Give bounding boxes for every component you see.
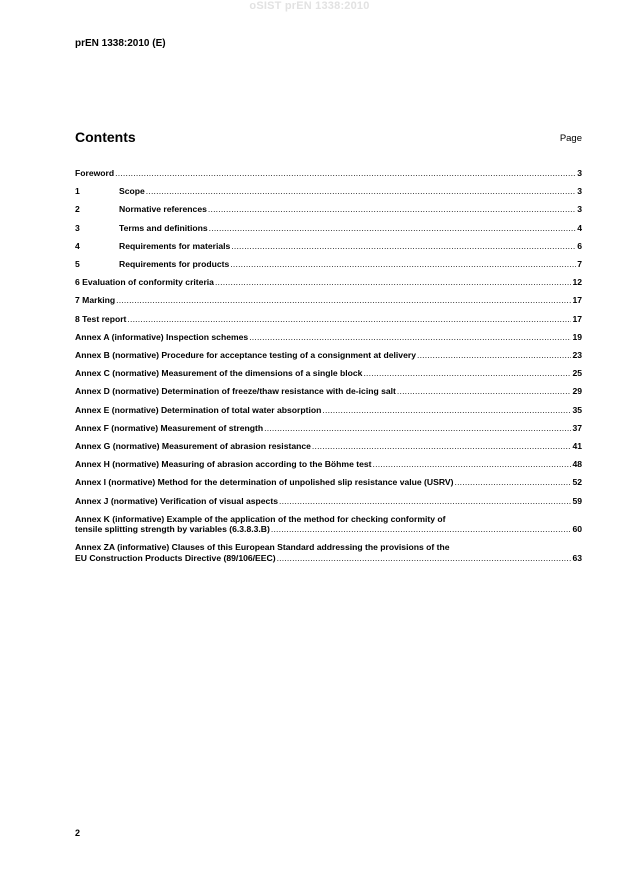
toc-entry-page-number: 3 — [577, 168, 582, 178]
toc-entry[interactable] — [75, 168, 582, 178]
toc-entry-number: 1 — [75, 186, 80, 197]
toc-entry[interactable] — [75, 350, 582, 360]
toc-entry-title: 7 Marking — [75, 295, 116, 306]
dot-leader — [417, 350, 571, 360]
toc-entry-page-number: 17 — [572, 313, 582, 324]
dot-leader — [249, 332, 571, 342]
dot-leader — [373, 459, 572, 469]
toc-entry-title: Annex G (normative) Measurement of abrasion resistance — [75, 441, 311, 452]
toc-entry[interactable] — [75, 514, 582, 535]
watermark: oSIST prEN 1338:2010 — [249, 0, 370, 12]
toc-entry-title: Terms and definitions — [119, 222, 208, 233]
toc-entry-page-number: 6 — [577, 240, 582, 251]
toc-entry-page-number: 17 — [572, 295, 582, 306]
toc-entry-title: Annex J (normative) Verification of visual aspects — [75, 495, 278, 506]
toc-entry[interactable] — [75, 241, 582, 251]
toc-entry-page-number: 29 — [572, 386, 582, 397]
toc-entry-page-number: 60 — [572, 524, 582, 535]
dot-leader — [455, 477, 572, 487]
toc-entry[interactable] — [75, 441, 582, 451]
toc-entry-number: 4 — [75, 240, 80, 251]
toc-entry-page-number: 4 — [577, 222, 582, 233]
dot-leader — [115, 168, 576, 178]
toc-entry-page-number: 48 — [572, 459, 582, 470]
page-column-label: Page — [559, 133, 582, 144]
toc-entry-title: Scope — [119, 186, 145, 197]
toc-entry-title-line1: Annex K (informative) Example of the application of the method for checking conformity of — [75, 513, 446, 524]
toc-entry-title: Annex I (normative) Method for the determination of unpolished slip resistance value (USRV) — [75, 477, 454, 488]
toc-entry[interactable] — [75, 186, 582, 196]
toc-entry[interactable] — [75, 314, 582, 324]
toc-entry-title: 8 Test report — [75, 313, 127, 324]
toc-entry-page-number: 3 — [577, 186, 582, 197]
toc-entry[interactable] — [75, 368, 582, 378]
dot-leader — [127, 314, 571, 324]
dot-leader — [322, 405, 571, 415]
toc-entry[interactable] — [75, 405, 582, 415]
toc-entry-number: 5 — [75, 259, 80, 270]
toc-entry-title: 6 Evaluation of conformity criteria — [75, 277, 214, 288]
dot-leader — [231, 241, 576, 251]
toc-entry-title: Foreword — [75, 168, 115, 178]
dot-leader — [230, 259, 576, 269]
footer-page-number: 2 — [75, 828, 81, 838]
toc-entry[interactable] — [75, 204, 582, 214]
toc-entry[interactable] — [75, 386, 582, 396]
toc-entry[interactable] — [75, 423, 582, 433]
toc-entry[interactable] — [75, 459, 582, 469]
toc-entry-title-line1: Annex ZA (informative) Clauses of this European Standard addressing the provisions of the — [75, 542, 450, 553]
dot-leader — [146, 186, 576, 196]
toc-entry-title: Requirements for products — [119, 259, 230, 270]
toc-entry-title: Annex D (normative) Determination of freeze/thaw resistance with de-icing salt — [75, 386, 396, 397]
dot-leader — [279, 496, 571, 506]
toc-entry-page-number: 35 — [572, 404, 582, 415]
document-id: prEN 1338:2010 (E) — [75, 38, 166, 49]
table-of-contents — [75, 168, 582, 571]
toc-entry-number: 3 — [75, 222, 80, 233]
toc-entry[interactable] — [75, 477, 582, 487]
toc-entry-title: Annex F (normative) Measurement of strength — [75, 422, 264, 433]
toc-entry-title: Annex B (normative) Procedure for acceptance testing of a consignment at delivery — [75, 350, 416, 361]
toc-entry-page-number: 59 — [572, 495, 582, 506]
toc-entry[interactable] — [75, 496, 582, 506]
toc-entry-page-number: 37 — [572, 422, 582, 433]
toc-entry[interactable] — [75, 223, 582, 233]
dot-leader — [312, 441, 572, 451]
dot-leader — [208, 204, 576, 214]
toc-entry-page-number: 12 — [572, 277, 582, 288]
toc-entry-title: EU Construction Products Directive (89/106/EEC) — [75, 552, 276, 563]
toc-entry-page-number: 52 — [572, 477, 582, 488]
dot-leader — [116, 295, 571, 305]
toc-entry-page-number: 63 — [572, 552, 582, 563]
toc-entry[interactable] — [75, 295, 582, 305]
dot-leader — [209, 223, 577, 233]
toc-entry[interactable] — [75, 542, 582, 563]
dot-leader — [397, 386, 572, 396]
toc-entry-title: Annex H (normative) Measuring of abrasion according to the Böhme test — [75, 459, 372, 470]
dot-leader — [264, 423, 571, 433]
toc-entry[interactable] — [75, 332, 582, 342]
toc-entry-page-number: 41 — [572, 441, 582, 452]
toc-entry-page-number: 23 — [572, 350, 582, 361]
dot-leader — [215, 277, 571, 287]
toc-entry-page-number: 25 — [572, 368, 582, 379]
dot-leader — [277, 553, 572, 563]
toc-entry-page-number: 7 — [577, 259, 582, 270]
dot-leader — [363, 368, 571, 378]
toc-entry[interactable] — [75, 277, 582, 287]
toc-entry-title: Annex C (normative) Measurement of the dimensions of a single block — [75, 368, 363, 379]
toc-entry-title: tensile splitting strength by variables (6.3.8.3.B) — [75, 524, 270, 535]
contents-heading: Contents — [75, 129, 136, 145]
toc-entry-title: Requirements for materials — [119, 240, 231, 251]
toc-entry-title: Annex A (informative) Inspection schemes — [75, 331, 249, 342]
toc-entry[interactable] — [75, 259, 582, 269]
toc-entry-page-number: 3 — [577, 204, 582, 215]
toc-entry-title: Normative references — [119, 204, 207, 215]
toc-entry-number: 2 — [75, 204, 80, 215]
dot-leader — [271, 524, 572, 534]
toc-entry-title: Annex E (normative) Determination of total water absorption — [75, 404, 322, 415]
toc-entry-page-number: 19 — [572, 331, 582, 342]
